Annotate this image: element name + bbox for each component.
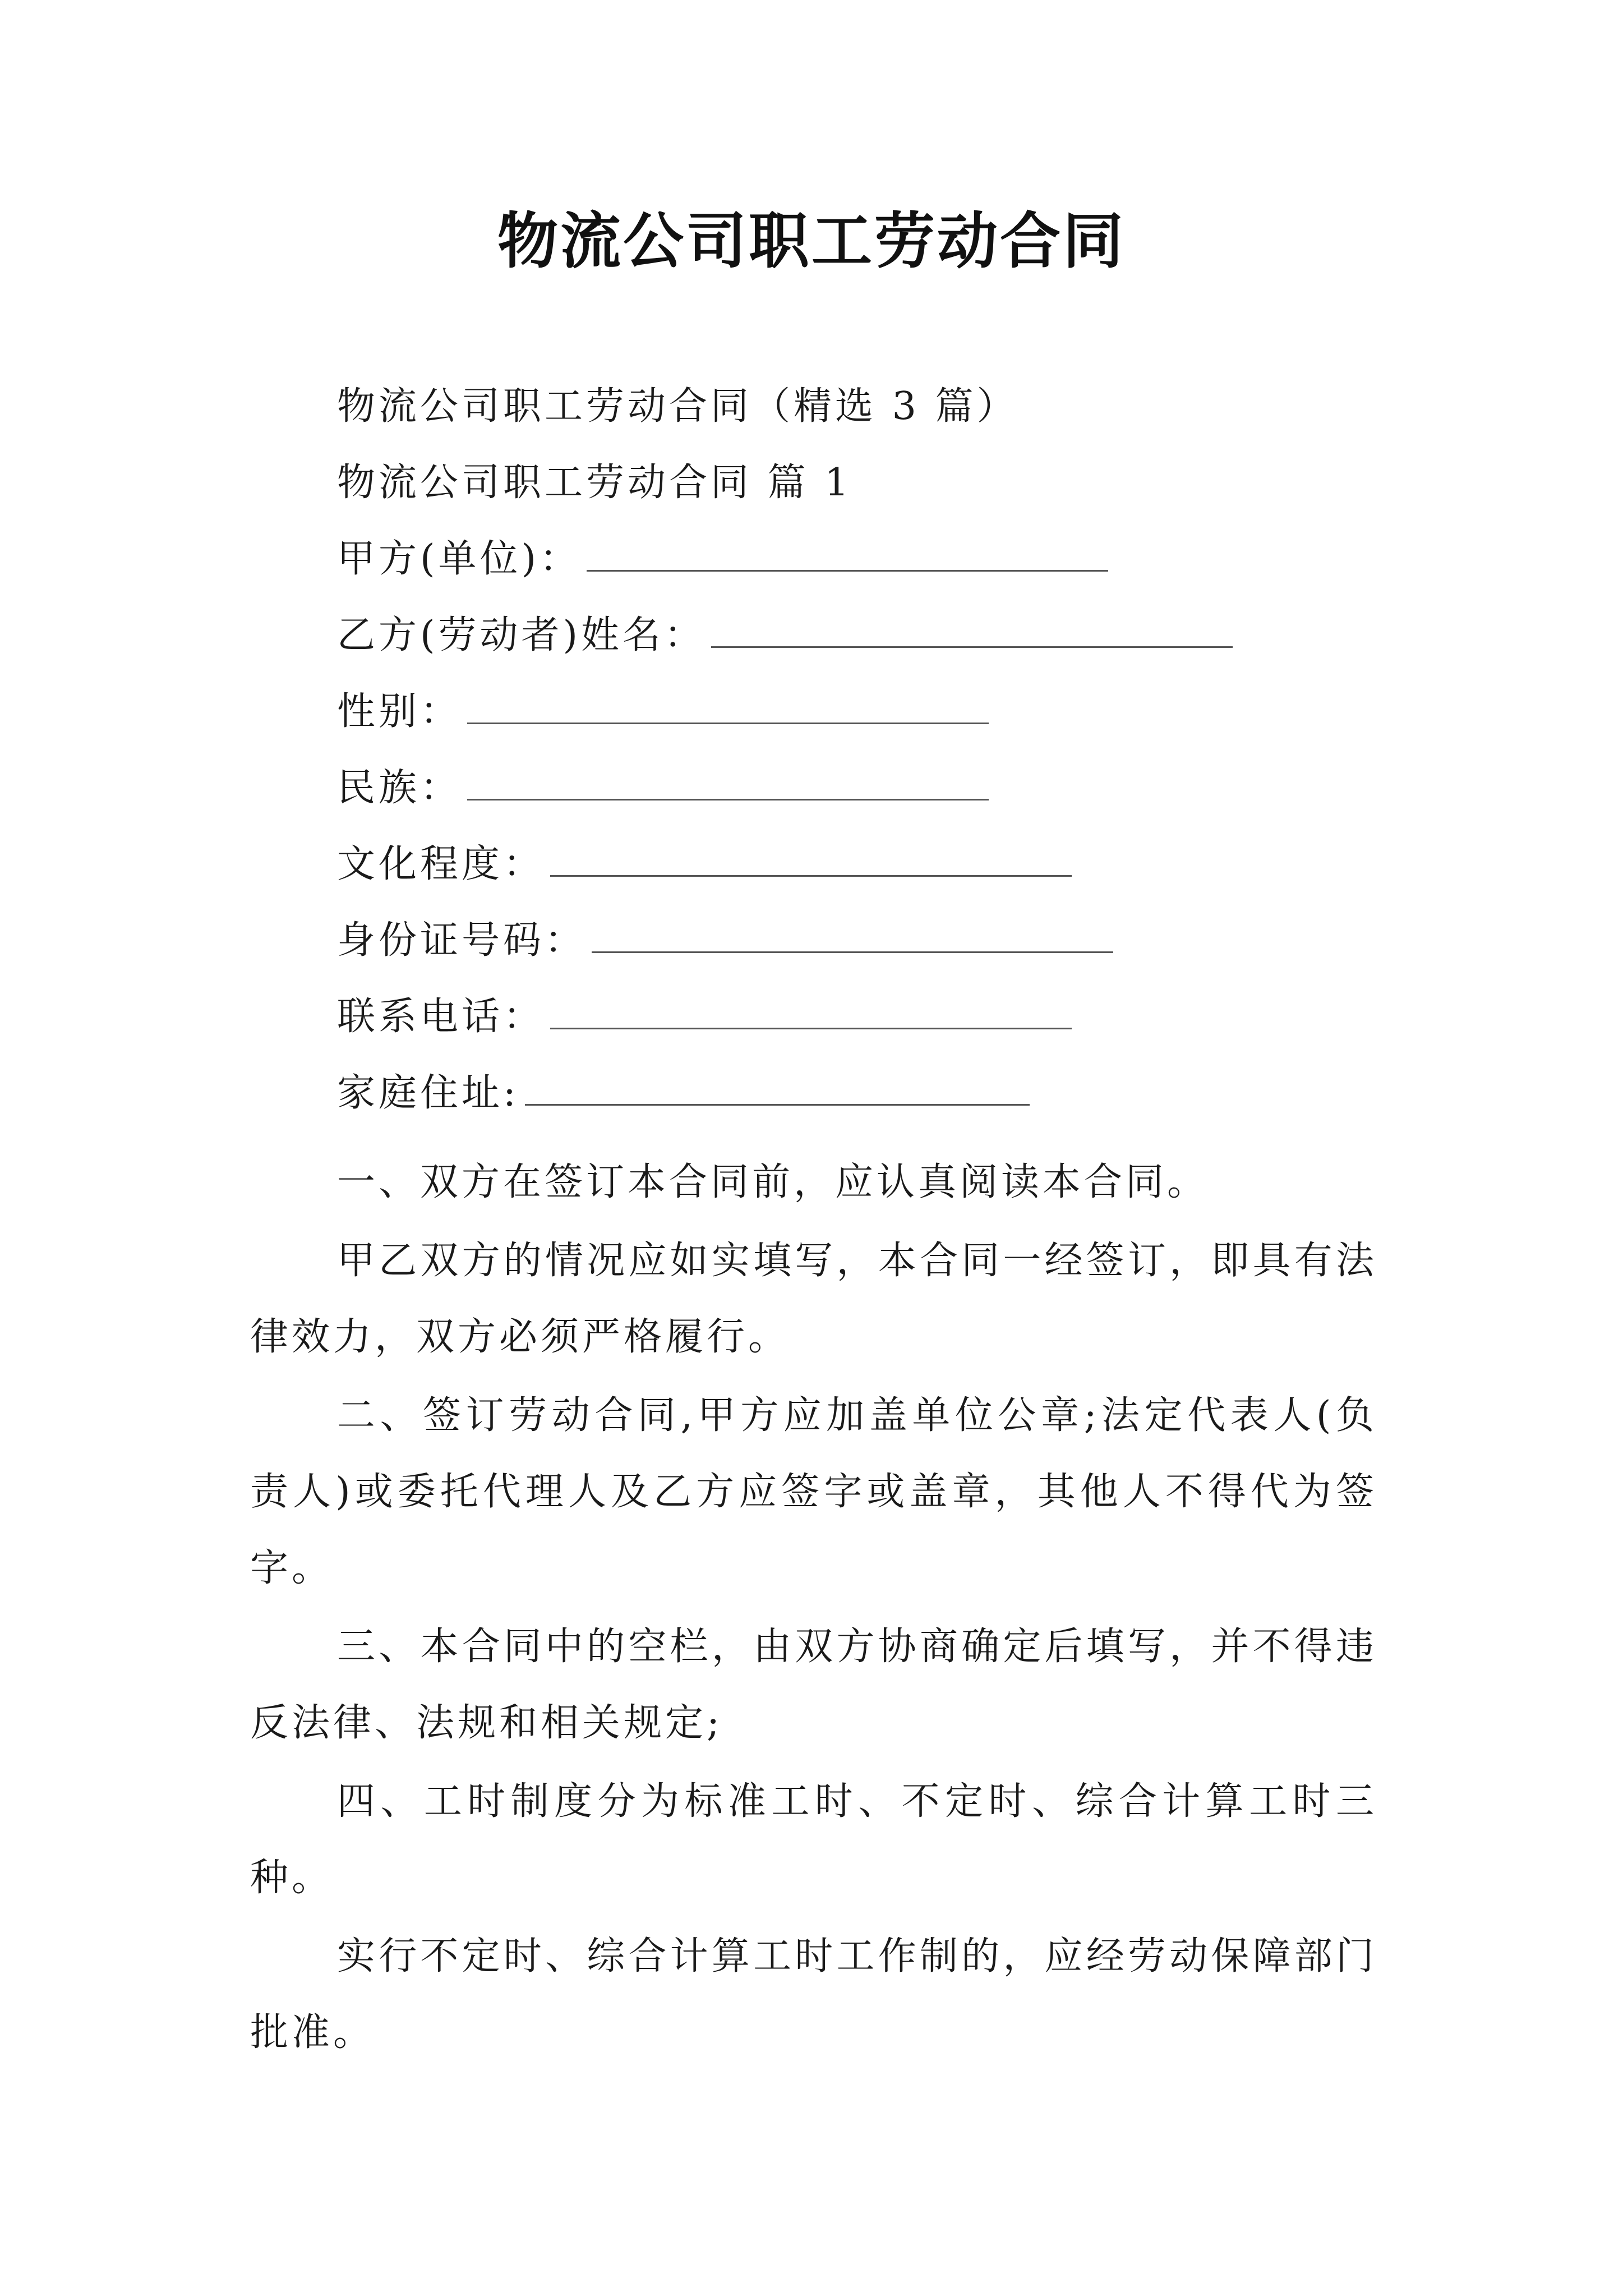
- fill-blank: [592, 918, 1113, 953]
- document-body: [250, 381, 1377, 2071]
- field-party-a: [250, 534, 1377, 585]
- fill-blank: [587, 536, 1108, 572]
- paragraph: 实行不定时、综合计算工时工作制的，应经劳动保障部门批准。: [250, 1934, 1377, 2055]
- field-label: 乙方(劳动者)姓名：: [337, 613, 706, 657]
- field-label: 家庭住址:: [337, 1071, 519, 1115]
- fill-blank: [550, 994, 1072, 1029]
- document-title: 物流公司职工劳动合同: [497, 206, 1126, 277]
- field-ethnicity: [250, 763, 1377, 813]
- field-label: 文化程度：: [337, 842, 545, 886]
- paragraph: 三、本合同中的空栏，由双方协商确定后填写，并不得违反法律、法规和相关规定;: [250, 1625, 1377, 1745]
- paragraph: 四、工时制度分为标准工时、不定时、综合计算工时三种。: [250, 1779, 1377, 1900]
- field-label: 民族：: [337, 766, 462, 810]
- field-phone: [250, 992, 1377, 1042]
- section-heading: 物流公司职工劳动合同 篇 1: [337, 461, 852, 505]
- fill-blank: [467, 689, 989, 724]
- field-label: 联系电话：: [337, 995, 545, 1039]
- field-label: 甲方(单位)：: [337, 537, 582, 581]
- paragraph: 二、签订劳动合同,甲方应加盖单位公章;法定代表人(负责人)或委托代理人及乙方应签字或盖章，其他人不得代为签字。: [250, 1393, 1378, 1590]
- field-label: 身份证号码：: [337, 918, 587, 963]
- field-gender: [250, 687, 1377, 737]
- paragraph: 一、双方在签订本合同前，应认真阅读本合同。: [337, 1160, 1209, 1204]
- fill-blank: [525, 1070, 1030, 1106]
- subtitle: 物流公司职工劳动合同（精选 3 篇）: [337, 384, 1018, 429]
- paragraph: 甲乙双方的情况应如实填写，本合同一经签订，即具有法律效力，双方必须严格履行。: [250, 1239, 1377, 1359]
- field-label: 性别：: [337, 689, 462, 734]
- field-party-b-name: [250, 610, 1377, 661]
- fill-blank: [467, 765, 989, 800]
- fill-blank: [711, 613, 1233, 648]
- field-id-number: [250, 915, 1377, 966]
- fill-blank: [550, 841, 1072, 877]
- field-education: [250, 839, 1377, 890]
- field-address: [250, 1068, 1377, 1119]
